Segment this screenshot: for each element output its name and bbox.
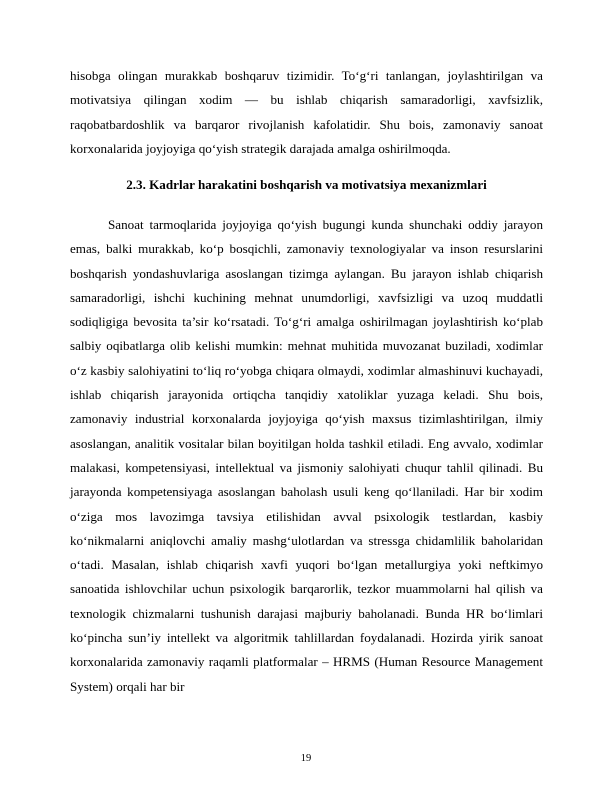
page-number: 19: [300, 753, 312, 764]
section-paragraph: Sanoat tarmoqlarida joyjoyiga qo‘yish bugungi kunda shunchaki oddiy jarayon emas, balki murakkab, ko‘p bosqichli, zamonaviy texnologiyalar va inson resurslarini boshqarish yondashuvlariga asoslangan tizimga aylangan. Bu jarayon ishlab chiqarish samaradorligi, ishchi kuchining mehnat unumdorligi, xavfsizligi va uzoq muddatli sodiqligiga bevosita ta’sir ko‘rsatadi. To‘g‘ri amalga oshirilmagan joylashtirish ko‘plab salbiy oqibatlarga olib kelishi mumkin: mehnat muhitida muvozanat buziladi, xodimlar o‘z kasbiy salohiyatini to‘liq ro‘yobga chiqara olmaydi, xodimlar almashinuvi kuchayadi, ishlab chiqarish jarayonida ortiqcha tanqidiy xatoliklar yuzaga keladi. Shu bois, zamonaviy industrial korxonalarda joyjoyiga qo‘yish maxsus tizimlashtirilgan, ilmiy asoslangan, analitik vositalar bilan boyitilgan holda tashkil etiladi. Eng avvalo, xodimlar malakasi, kompetensiyasi, intellektual va jismoniy salohiyati chuqur tahlil qilinadi. Bu jarayonda kompetensiyaga asoslangan baholash usuli keng qo‘llaniladi. Har bir xodim o‘ziga mos lavozimga tavsiya etilishidan avval psixologik testlardan, kasbiy ko‘nikmalarni aniqlovchi amaliy mashg‘ulotlardan va stressga chidamlilik baholaridan o‘tadi. Masalan, ishlab chiqarish xavfi yuqori bo‘lgan metallurgiya yoki neftkimyo sanoatida ishlovchilar uchun psixologik barqarorlik, tezkor muammolarni hal qilish va texnologik chizmalarni tushunish darajasi majburiy baholanadi. Bunda HR bo‘limlari ko‘pincha sun’iy intellekt va algoritmik tahlillardan foydalanadi. Hozirda yirik sanoat korxonalarida zamonaviy raqamli platformalar – HRMS (Human Resource Management System) orqali har bir: [70, 217, 543, 694]
continuation-paragraph-block: [70, 64, 543, 161]
section-paragraph-block: [70, 213, 543, 699]
section-heading: 2.3. Kadrlar harakatini boshqarish va motivatsiya mexanizmlari: [126, 177, 487, 192]
continuation-paragraph: hisobga olingan murakkab boshqaruv tizimidir. To‘g‘ri tanlangan, joylashtirilgan va motivatsiya qilingan xodim — bu ishlab chiqarish samaradorligi, xavfsizlik, raqobatbardoshlik va barqaror rivojlanish kafolatidir. Shu bois, zamonaviy sanoat korxonalarida joyjoyiga qo‘yish strategik darajada amalga oshirilmoqda.: [70, 68, 543, 156]
